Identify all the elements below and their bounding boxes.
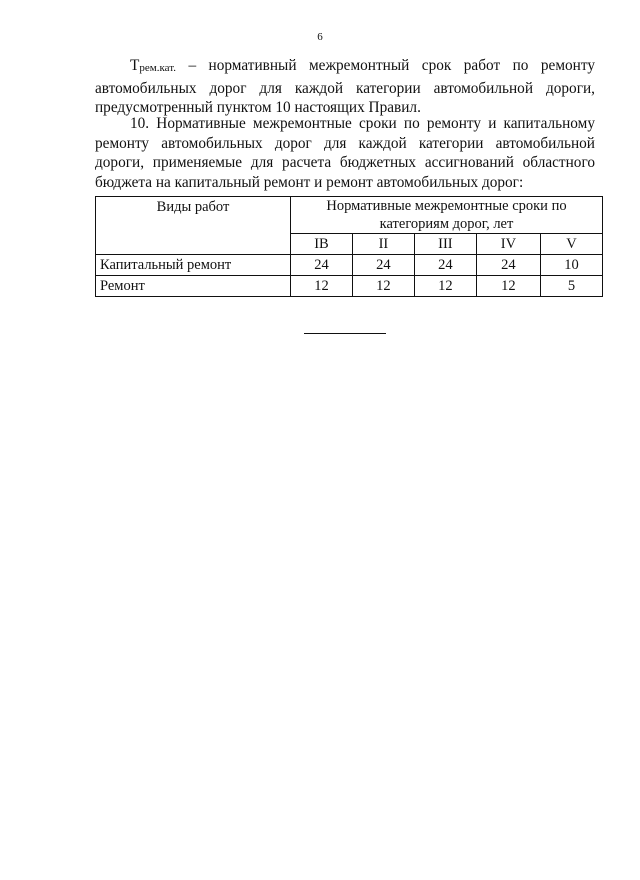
paragraph-10: [95, 114, 595, 192]
table-header-row: [96, 197, 603, 234]
table-row: [96, 276, 603, 297]
page-number: 6: [317, 31, 323, 43]
value-cell: 24: [352, 255, 414, 276]
end-separator-line: [304, 333, 386, 334]
value-cell: 12: [476, 276, 540, 297]
category-cell: IV: [476, 234, 540, 255]
value-cell: 12: [414, 276, 476, 297]
term-symbol: [130, 57, 176, 74]
value-cell: 5: [540, 276, 602, 297]
term-symbol-base: Т: [130, 57, 140, 74]
row-label: Капитальный ремонт: [96, 255, 291, 276]
definition-text: – нормативный межремонтный срок работ по ремонту автомобильных дорог для каждой категории автомобильной дороги, предусмотренный пунктом 10 настоящих Правил.: [95, 57, 595, 116]
table-row: [96, 255, 603, 276]
header-work-types: Виды работ: [96, 197, 291, 255]
value-cell: 10: [540, 255, 602, 276]
value-cell: 24: [414, 255, 476, 276]
category-cell: V: [540, 234, 602, 255]
value-cell: 12: [291, 276, 353, 297]
paragraph-10-text: 10. Нормативные межремонтные сроки по ремонту и капитальному ремонту автомобильных дорог для каждой категории автомобильной дороги, применяемые для расчета бюджетных ассигнований областного бюджета на капитальный ремонт и ремонт автомобильных дорог:: [95, 115, 595, 191]
value-cell: 24: [476, 255, 540, 276]
category-cell: IB: [291, 234, 353, 255]
paragraph-definition: [95, 56, 595, 118]
header-norm-intervals: Нормативные межремонтные сроки по категориям дорог, лет: [291, 197, 603, 234]
value-cell: 12: [352, 276, 414, 297]
value-cell: 24: [291, 255, 353, 276]
repair-intervals-table: [95, 196, 603, 297]
category-cell: III: [414, 234, 476, 255]
term-symbol-subscript: рем.кат.: [139, 62, 176, 74]
category-cell: II: [352, 234, 414, 255]
row-label: Ремонт: [96, 276, 291, 297]
